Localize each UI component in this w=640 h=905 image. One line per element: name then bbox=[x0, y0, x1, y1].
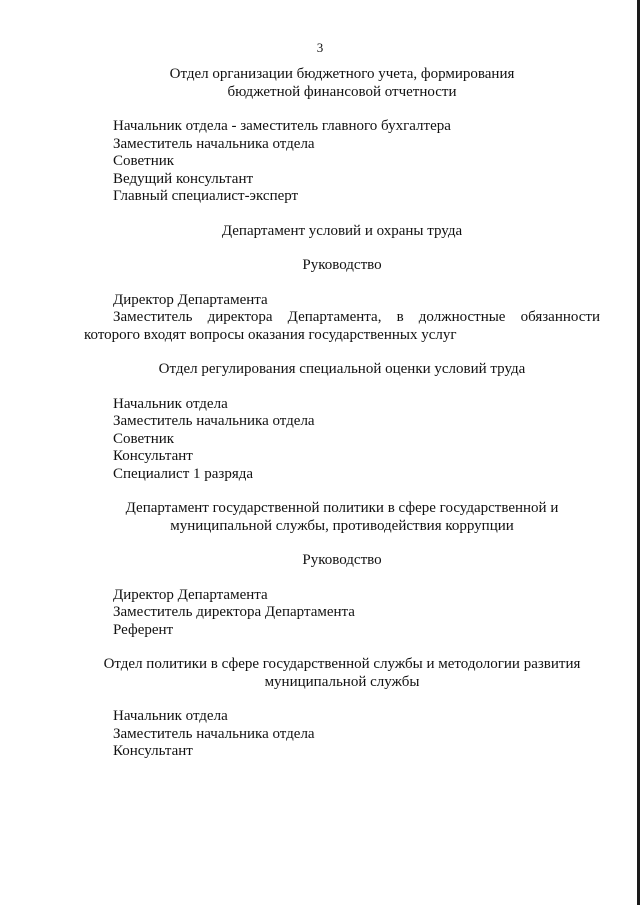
position-list bbox=[84, 587, 600, 640]
list-item: Начальник отдела bbox=[113, 395, 228, 412]
heading-line: Отдел политики в сфере государственной службы и методологии развития bbox=[103, 656, 581, 672]
heading-line: муниципальной службы, противодействия коррупции bbox=[170, 517, 514, 534]
list-item: Заместитель начальника отдела bbox=[113, 413, 315, 429]
heading-line: Отдел организации бюджетного учета, формирования bbox=[169, 66, 515, 82]
list-item: Консультант bbox=[113, 448, 193, 464]
section-heading-state-service-policy bbox=[84, 500, 600, 535]
list-item: Заместитель директора Департамента bbox=[113, 604, 355, 620]
list-item: Консультант bbox=[113, 743, 193, 759]
section-heading-labor-conditions: Департамент условий и охраны труда bbox=[221, 222, 463, 239]
list-item: Советник bbox=[113, 430, 175, 447]
list-item: Начальник отдела - заместитель главного бухгалтера bbox=[113, 118, 451, 134]
list-item: Специалист 1 разряда bbox=[113, 465, 254, 482]
section-heading-service-methodology bbox=[84, 656, 600, 691]
list-item: Заместитель начальника отдела bbox=[113, 725, 315, 742]
list-item: Советник bbox=[113, 153, 175, 169]
list-item: Ведущий консультант bbox=[113, 170, 254, 187]
list-item: Главный специалист-эксперт bbox=[113, 188, 299, 204]
position-list bbox=[84, 396, 600, 484]
list-item: Директор Департамента bbox=[113, 291, 268, 308]
heading-line: Департамент государственной политики в сфере государственной и bbox=[125, 500, 559, 516]
document-body bbox=[84, 66, 600, 761]
heading-line: бюджетной финансовой отчетности bbox=[227, 83, 457, 100]
section-heading-budget-accounting bbox=[84, 66, 600, 101]
list-item: Директор Департамента bbox=[113, 586, 268, 603]
position-list bbox=[84, 708, 600, 761]
page-number: 3 bbox=[316, 40, 324, 55]
list-item: Референт bbox=[113, 621, 174, 638]
subheading-leadership: Руководство bbox=[302, 552, 382, 568]
position-list bbox=[84, 292, 600, 310]
section-heading-special-assessment: Отдел регулирования специальной оценки условий труда bbox=[158, 361, 526, 377]
position-list bbox=[84, 118, 600, 206]
deputy-director-paragraph: Заместитель директора Департамента, в должностные обязанности которого входят вопросы оказания государственных услуг bbox=[84, 309, 600, 343]
list-item: Начальник отдела bbox=[113, 708, 228, 724]
subheading-leadership: Руководство bbox=[302, 257, 382, 273]
heading-line: муниципальной службы bbox=[264, 673, 420, 690]
list-item: Заместитель начальника отдела bbox=[113, 135, 315, 152]
